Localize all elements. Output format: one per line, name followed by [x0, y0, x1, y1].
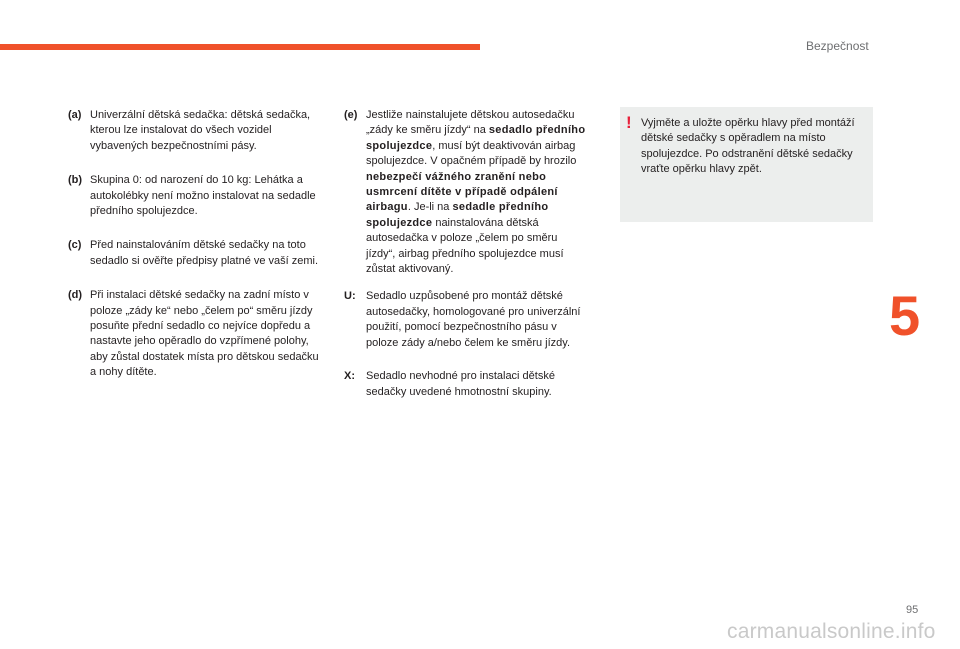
middle-column: [344, 108, 589, 400]
list-item-x: [344, 369, 589, 400]
emphasis: sedadlo předního spolujezdce: [366, 124, 586, 152]
watermark: carmanualsonline.info: [727, 620, 936, 643]
list-item: [68, 108, 324, 154]
left-column: [68, 108, 324, 381]
chapter-number: 5: [889, 284, 921, 347]
list-item-e: [344, 108, 589, 277]
item-label: (b): [68, 174, 83, 187]
item-text: Jestliže nainstalujete dětskou autosedačku „zády ke směru jízdy“ na sedadlo předního spolujezdce, musí být deaktivován airbag spolujezdce. V opačném případě by hrozilo nebezpečí vážného zranění nebo usmrcení dítěte v případě odpálení airbagu. Je-li na sedadle předního spolujezdce nainstalována dětská autosedačka v poloze „čelem po směru jízdy“, airbag předního spolujezdce musí zůstat aktivovaný.: [366, 109, 586, 276]
list-item-u: [344, 289, 589, 351]
item-label: (e): [344, 109, 358, 121]
item-text: Univerzální dětská sedačka: dětská sedačka, kterou lze instalovat do všech vozidel vybavených bezpečnostními pásy.: [90, 109, 311, 152]
warning-text: Vyjměte a uložte opěrku hlavy před montáží dětské sedačky s opěradlem na místo spolujezdce. Po odstranění dětské sedačky vraťte opěrku hlavy zpět.: [641, 117, 855, 176]
page-number: 95: [906, 604, 919, 616]
list-item: [68, 288, 324, 380]
item-label: (c): [68, 239, 82, 252]
item-label: U:: [344, 290, 356, 303]
item-text: Skupina 0: od narození do 10 kg: Lehátka a autokolébky není možno instalovat na sedadle předního spolujezdce.: [90, 174, 316, 218]
item-label: (a): [68, 109, 82, 121]
list-item: [68, 173, 324, 219]
item-text: Před nainstalováním dětské sedačky na toto sedadlo si ověřte předpisy platné ve vaší zemi.: [90, 239, 319, 267]
header-accent-bar: [0, 44, 480, 50]
item-label: X:: [344, 370, 355, 383]
item-label: (d): [68, 289, 83, 302]
exclamation-icon: !: [626, 113, 632, 132]
list-item: [68, 238, 324, 269]
item-text: Sedadlo nevhodné pro instalaci dětské sedačky uvedené hmotnostní skupiny.: [366, 370, 555, 398]
item-text: Sedadlo uzpůsobené pro montáž dětské autosedačky, homologované pro univerzální použití, pomocí bezpečnostního pásu v poloze zády a/nebo čelem ke směru jízdy.: [366, 290, 581, 349]
emphasis: nebezpečí vážného zranění nebo usmrcení dítěte v případě odpálení airbagu: [366, 170, 558, 214]
section-title: Bezpečnost: [806, 39, 869, 53]
item-text: Při instalaci dětské sedačky na zadní místo v poloze „zády ke“ nebo „čelem po“ směru jízdy posuňte přední sedadlo co nejvíce dopředu a nastavte jeho opěradlo do vzpřímené polohy, aby zůstal dostatek místa pro dětskou sedačku a nohy dítěte.: [90, 289, 319, 379]
emphasis: sedadle předního spolujezdce: [366, 201, 549, 229]
